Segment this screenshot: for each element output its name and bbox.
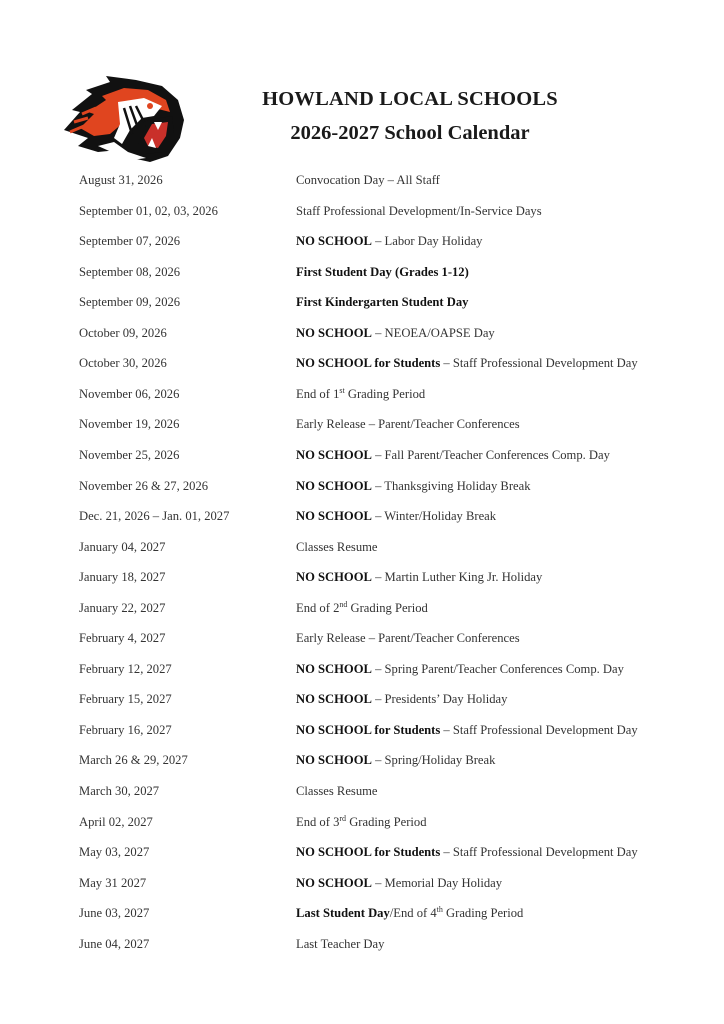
entry-date: April 02, 2027	[79, 814, 153, 829]
entry-event-text: – Fall Parent/Teacher Conferences Comp. Day	[371, 447, 610, 462]
entry-event-text: – Winter/Holiday Break	[371, 509, 497, 524]
entry-event	[296, 201, 542, 221]
calendar-entry-row	[0, 750, 724, 770]
entry-event-bold: NO SCHOOL	[296, 661, 372, 676]
entry-date: September 09, 2026	[79, 295, 181, 310]
entry-event	[296, 873, 502, 893]
calendar-entry-row	[0, 628, 724, 648]
calendar-entry-row	[0, 567, 724, 587]
entry-event-bold: NO SCHOOL for Students	[296, 356, 441, 371]
entry-date: January 22, 2027	[79, 600, 166, 615]
entry-event	[296, 628, 520, 648]
entry-event-text-after: Grading Period	[346, 814, 427, 829]
entry-date: March 30, 2027	[79, 784, 160, 798]
entry-event-bold: NO SCHOOL	[296, 234, 372, 249]
entry-event-text: – Memorial Day Holiday	[371, 875, 503, 890]
entry-event-text: – Presidents’ Day Holiday	[371, 692, 508, 707]
entry-event	[296, 750, 495, 770]
entry-event-text: – Staff Professional Development Day	[440, 722, 638, 737]
entry-event-text: – Thanksgiving Holiday Break	[371, 478, 531, 493]
entry-event	[296, 659, 624, 679]
entry-event-bold: NO SCHOOL	[296, 875, 372, 890]
tiger-head-icon	[58, 72, 190, 164]
entry-event-text: /End of 4	[389, 906, 437, 921]
entry-date: October 30, 2026	[79, 356, 167, 371]
entry-event-text-after: Grading Period	[442, 906, 524, 921]
calendar-entry-row	[0, 720, 724, 740]
entry-event	[296, 567, 542, 587]
entry-event-text: Convocation Day – All Staff	[296, 173, 440, 187]
entry-event-text: – Labor Day Holiday	[371, 234, 483, 249]
entry-event-bold: NO SCHOOL	[296, 478, 372, 493]
ordinal-suffix: nd	[339, 599, 348, 609]
entry-event-text: End of 1	[296, 386, 340, 401]
entry-date: February 4, 2027	[79, 631, 166, 646]
calendar-entry-row	[0, 934, 724, 954]
calendar-entry-row	[0, 231, 724, 251]
entry-event	[296, 476, 531, 496]
entry-date: January 18, 2027	[79, 570, 166, 585]
entry-event-text: Early Release – Parent/Teacher Conferences	[296, 631, 520, 646]
entry-event	[296, 720, 638, 740]
entry-event-text: – Spring/Holiday Break	[371, 753, 496, 768]
calendar-entry-row	[0, 323, 724, 343]
entry-event	[296, 414, 520, 434]
calendar-entry-row	[0, 384, 724, 404]
entry-date: May 31 2027	[79, 875, 147, 890]
calendar-entry-row	[0, 812, 724, 832]
entry-event	[296, 262, 469, 282]
entry-event	[296, 323, 495, 343]
calendar-entry-row	[0, 537, 724, 557]
entry-event	[296, 292, 468, 312]
ordinal-suffix: th	[436, 905, 443, 915]
ordinal-suffix: st	[339, 385, 345, 395]
entry-event-text: – Staff Professional Development Day	[440, 356, 638, 371]
calendar-entry-row	[0, 903, 724, 923]
entry-event	[296, 903, 523, 923]
entry-event-bold: NO SCHOOL for Students	[296, 722, 441, 737]
entry-event-bold: NO SCHOOL	[296, 692, 372, 707]
entry-event-text: Classes Resume	[296, 784, 378, 798]
entry-date: February 15, 2027	[79, 692, 172, 707]
entry-event	[296, 842, 638, 862]
entry-event-bold: NO SCHOOL for Students	[296, 845, 441, 860]
calendar-title-heading: 2026-2027 School Calendar	[290, 122, 530, 144]
calendar-entry-row	[0, 262, 724, 282]
entry-date: November 06, 2026	[79, 386, 180, 401]
entry-date: November 19, 2026	[79, 417, 180, 432]
entry-event-text: – NEOEA/OAPSE Day	[371, 325, 495, 340]
entry-event	[296, 537, 378, 557]
entry-event	[296, 506, 496, 526]
entry-event	[296, 353, 638, 373]
entry-event-text: – Spring Parent/Teacher Conferences Comp. Day	[371, 661, 624, 676]
entry-event	[296, 445, 610, 465]
entry-event-bold: NO SCHOOL	[296, 509, 372, 524]
entry-event-text: Early Release – Parent/Teacher Conferences	[296, 417, 520, 432]
entry-date: February 12, 2027	[79, 661, 172, 676]
calendar-entry-row	[0, 445, 724, 465]
calendar-entry-row	[0, 842, 724, 862]
entry-event-text: – Martin Luther King Jr. Holiday	[371, 570, 543, 585]
entry-event-text: – Staff Professional Development Day	[440, 845, 638, 860]
entry-date: September 07, 2026	[79, 234, 181, 249]
calendar-entry-row	[0, 292, 724, 312]
calendar-entry-row	[0, 659, 724, 679]
entry-event-bold: First Student Day (Grades 1-12)	[296, 264, 469, 279]
entry-event-text: Classes Resume	[296, 539, 378, 554]
entry-date: September 01, 02, 03, 2026	[79, 203, 218, 218]
entry-event	[296, 781, 378, 801]
entry-event	[296, 934, 384, 954]
calendar-entry-row	[0, 689, 724, 709]
entry-event-bold: First Kindergarten Student Day	[296, 295, 469, 310]
entry-date: September 08, 2026	[79, 264, 181, 279]
entry-date: June 03, 2027	[79, 906, 150, 921]
entry-event	[296, 598, 428, 618]
entry-date: February 16, 2027	[79, 722, 172, 737]
entry-event-text: Last Teacher Day	[296, 936, 385, 951]
entry-event-bold: NO SCHOOL	[296, 570, 372, 585]
entry-event-bold: NO SCHOOL	[296, 325, 372, 340]
entry-event	[296, 170, 440, 190]
calendar-entry-row	[0, 201, 724, 221]
entry-event-text: End of 3	[296, 814, 340, 829]
calendar-entry-row	[0, 170, 724, 190]
entry-date: August 31, 2026	[79, 173, 163, 187]
calendar-entry-row	[0, 506, 724, 526]
calendar-entry-row	[0, 476, 724, 496]
calendar-entry-row	[0, 781, 724, 801]
entry-event-text: Staff Professional Development/In-Service Days	[296, 203, 542, 218]
entry-event-text-after: Grading Period	[347, 600, 428, 615]
calendar-entry-row	[0, 873, 724, 893]
entry-date: May 03, 2027	[79, 845, 150, 860]
entry-date: November 25, 2026	[79, 447, 180, 462]
entry-event-bold: NO SCHOOL	[296, 447, 372, 462]
entry-event	[296, 812, 427, 832]
entry-event-bold: Last Student Day	[296, 906, 390, 921]
calendar-entry-row	[0, 414, 724, 434]
entry-event	[296, 384, 425, 404]
entry-date: March 26 & 29, 2027	[79, 753, 188, 768]
ordinal-suffix: rd	[339, 813, 347, 823]
entry-event	[296, 231, 482, 251]
calendar-entry-row	[0, 598, 724, 618]
tiger-mascot-logo	[58, 72, 190, 164]
entry-date: Dec. 21, 2026 – Jan. 01, 2027	[79, 509, 230, 524]
calendar-entry-row	[0, 353, 724, 373]
entry-event-bold: NO SCHOOL	[296, 753, 372, 768]
entry-date: June 04, 2027	[79, 936, 150, 951]
entry-date: November 26 & 27, 2026	[79, 478, 209, 493]
school-name-heading: HOWLAND LOCAL SCHOOLS	[262, 88, 558, 110]
entry-event-text: End of 2	[296, 600, 340, 615]
entry-date: October 09, 2026	[79, 325, 167, 340]
entry-event	[296, 689, 507, 709]
entry-date: January 04, 2027	[79, 539, 166, 554]
entry-event-text-after: Grading Period	[344, 386, 426, 401]
